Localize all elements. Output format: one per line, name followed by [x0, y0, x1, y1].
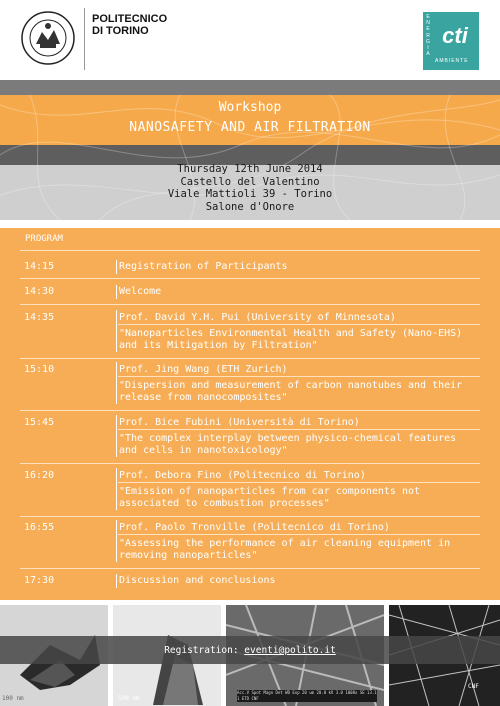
cti-side-letter: E	[426, 14, 430, 20]
sem-info-bar: Acc.V Spot Magn Det WD Exp 20 um 20.0 kV 3.0 1000x SE 13.1 1 ETD CNF	[237, 690, 377, 701]
time-1730: 17:30	[24, 575, 55, 586]
logo-line2: DI TORINO	[92, 25, 149, 37]
row-separator	[20, 516, 480, 517]
talk-wang-2: release from nanocomposites"	[119, 392, 288, 403]
cti-mark-icon	[437, 22, 473, 48]
row-separator	[20, 410, 480, 411]
program-label: PROGRAM	[25, 234, 63, 244]
time-1415: 14:15	[24, 261, 55, 272]
time-1620: 16:20	[24, 470, 55, 481]
fiber-band-top	[0, 80, 500, 95]
cti-side-letter: I	[427, 45, 429, 52]
workshop-title: NANOSAFETY AND AIR FILTRATION	[129, 120, 371, 135]
logo-line1: POLITECNICO	[92, 13, 168, 25]
event-address: Viale Mattioli 39 - Torino	[167, 188, 333, 200]
speaker-underline	[118, 376, 480, 377]
row-separator	[20, 278, 480, 279]
time-1655: 16:55	[24, 522, 55, 533]
workshop-label: Workshop	[218, 100, 282, 115]
item-welcome: Welcome	[119, 286, 162, 297]
speaker-underline	[118, 482, 480, 483]
time-1430: 14:30	[24, 286, 55, 297]
politecnico-seal-icon	[20, 10, 76, 66]
speaker-tronville: Prof. Paolo Tronville (Politecnico di Torino)	[119, 522, 390, 533]
time-1435: 14:35	[24, 312, 55, 323]
speaker-fubini: Prof. Bice Fubini (Università di Torino)	[119, 417, 360, 428]
talk-fino-2: associated to combustion processes"	[119, 498, 330, 509]
talk-tronville-2: removing nanoparticles"	[119, 550, 258, 561]
row-tick	[116, 520, 117, 562]
item-registration: Registration of Participants	[119, 261, 288, 272]
talk-fubini-2: and cells in nanotoxicology"	[119, 445, 288, 456]
row-separator	[20, 250, 480, 251]
cti-side-letter: R	[426, 32, 430, 39]
cti-side-letter: G	[426, 38, 430, 45]
event-room: Salone d'Onore	[205, 200, 295, 213]
header	[0, 0, 500, 80]
talk-fino-1: "Emission of nanoparticles from car components not	[119, 486, 421, 497]
event-info	[0, 163, 500, 213]
speaker-fino: Prof. Debora Fino (Politecnico di Torino)	[119, 470, 366, 481]
cti-side-letter: E	[426, 26, 430, 33]
scale-label-1: 100 nm	[2, 695, 24, 702]
row-tick	[116, 260, 117, 274]
row-tick	[116, 468, 117, 510]
row-separator	[20, 304, 480, 305]
row-separator	[20, 463, 480, 464]
cnf-label: CNF	[468, 683, 479, 690]
politecnico-logo-text	[92, 13, 167, 37]
talk-tronville-1: "Assessing the performance of air cleaning equipment in	[119, 538, 451, 549]
row-separator	[20, 568, 480, 569]
row-tick	[116, 415, 117, 457]
row-tick	[116, 285, 117, 299]
row-tick	[116, 310, 117, 352]
event-date: Thursday 12th June 2014	[177, 163, 323, 175]
talk-wang-1: "Dispersion and measurement of carbon nanotubes and their	[119, 380, 463, 391]
cti-side-text	[424, 14, 432, 57]
registration-label: Registration:	[164, 645, 239, 656]
scale-label-2: 500 nm	[118, 695, 140, 702]
speaker-pui: Prof. David Y.H. Pui (University of Minnesota)	[119, 312, 396, 323]
speaker-underline	[118, 429, 480, 430]
program-panel	[0, 228, 500, 600]
speaker-underline	[118, 324, 480, 325]
row-tick	[116, 362, 117, 404]
registration-line	[0, 645, 500, 656]
cti-bottom-text: AMBIENTE	[435, 58, 469, 64]
header-divider	[84, 8, 85, 70]
row-tick	[116, 574, 117, 588]
item-discussion: Discussion and conclusions	[119, 575, 276, 586]
cti-side-letter: N	[426, 20, 430, 27]
talk-fubini-1: "The complex interplay between physico-chemical features	[119, 433, 457, 444]
speaker-wang: Prof. Jing Wang (ETH Zurich)	[119, 364, 288, 375]
time-1510: 15:10	[24, 364, 55, 375]
cti-side-letter: A	[426, 51, 430, 58]
registration-email-link[interactable]: eventi@polito.it	[244, 645, 336, 656]
event-venue: Castello del Valentino	[180, 175, 320, 188]
speaker-underline	[118, 534, 480, 535]
talk-pui-1: "Nanoparticles Environmental Health and Safety (Nano-EHS)	[119, 328, 463, 339]
time-1545: 15:45	[24, 417, 55, 428]
row-separator	[20, 358, 480, 359]
svg-text:cti: cti	[442, 23, 468, 48]
talk-pui-2: and its Mitigation by Filtration"	[119, 340, 318, 351]
cti-logo	[423, 12, 479, 70]
